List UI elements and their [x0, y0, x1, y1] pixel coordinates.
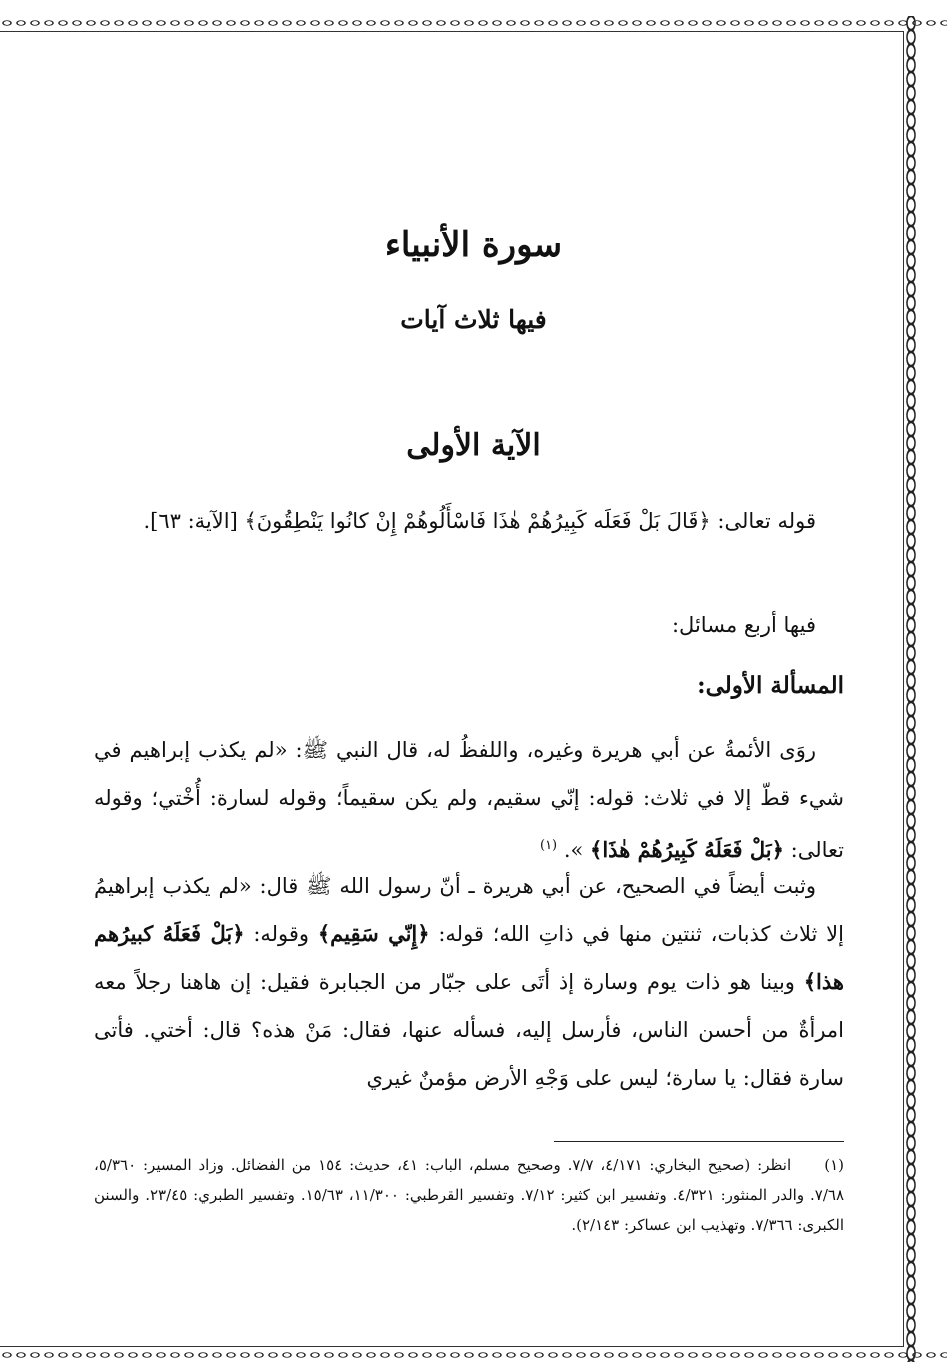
footnote-text: انظر: (صحيح البخاري: ٤/١٧١، ٧/٧. وصحيح مسلم، الباب: ٤١، حديث: ١٥٤ من الفضائل. وزاد المسير: ٥/٣٦٠، ٧/٦٨. والدر المنثور: ٤/٣٢١. وتفسير ابن كثير: ٧/١٢. وتفسير القرطبي: ١١/٣٠٠، ١٥/٦٣. وتفسير الطبري: ٢٣/٤٥. والسنن الكبرى: ٧/٣٦٦. وتهذيب ابن عساكر: ٢/١٤٣). — [94, 1156, 845, 1234]
paragraph-hadith-1 — [94, 726, 844, 874]
hadith-2-quote-2: ﴿بَلْ فَعَلَهُ كبيرُهم هذا﴾ — [94, 921, 844, 994]
surah-subtitle: فيها ثلاث آيات — [400, 305, 547, 334]
ayah-heading: الآية الأولى — [406, 428, 541, 463]
hadith-1-quote: ﴿بَلْ فَعَلَهُ كَبِيرُهُمْ هٰذَا﴾ — [590, 837, 784, 862]
footnote-number: (١) — [824, 1156, 844, 1174]
footnote — [94, 1150, 844, 1240]
surah-title: سورة الأنبياء — [384, 225, 563, 265]
issue-heading: المسألة الأولى: — [697, 672, 844, 699]
paragraph-verse: قوله تعالى: ﴿قَالَ بَلْ فَعَلَه كَبِيرُهُمْ هٰذَا فَاسْأَلُوهُمْ إِنْ كانُوا يَنْطِقُونَ﴾ [الآية: ٦٣]. — [143, 509, 816, 533]
footnote-reference: (١) — [539, 838, 558, 853]
hadith-2-text-c: وبينا هو ذات يوم وسارة إذ أتَى على جبّار من الجبابرة فقيل: إن هاهنا رجلاً معه امرأةٌ من أحسن الناس، فأرسل إليه، فسأله عنها، فقال: مَنْ هذه؟ قال: أختي. فأتى سارة فقال: يا سارة؛ ليس على وَجْهِ الأرض مؤمنٌ غيري — [94, 970, 844, 1090]
hadith-2-text-a: وثبت أيضاً في الصحيح، عن أبي هريرة ـ أنّ رسول الله ﷺ قال: «لم يكذب إبراهيمُ إلا ثلاث كذبات، ثنتين منها في ذاتِ الله؛ قوله: — [94, 874, 844, 946]
paragraph-issues-count: فيها أربع مسائل: — [671, 613, 816, 637]
hadith-1-text: روَى الأئمةُ عن أبي هريرة وغيره، واللفظُ له، قال النبي ﷺ: «لم يكذب إبراهيم في شيء قطّ إلا في ثلاث: قوله: إنّي سقيم، ولم يكن سقيماً؛ وقوله لسارة: أُخْتي؛ وقوله تعالى: — [94, 738, 844, 862]
hadith-2-text-b: وقوله: — [253, 922, 310, 946]
paragraph-hadith-2 — [94, 862, 844, 1102]
hadith-2-quote-1: ﴿إِنّي سَقِيم﴾ — [317, 921, 430, 946]
footnote-divider — [554, 1141, 844, 1142]
hadith-1-end: ». — [563, 838, 584, 862]
